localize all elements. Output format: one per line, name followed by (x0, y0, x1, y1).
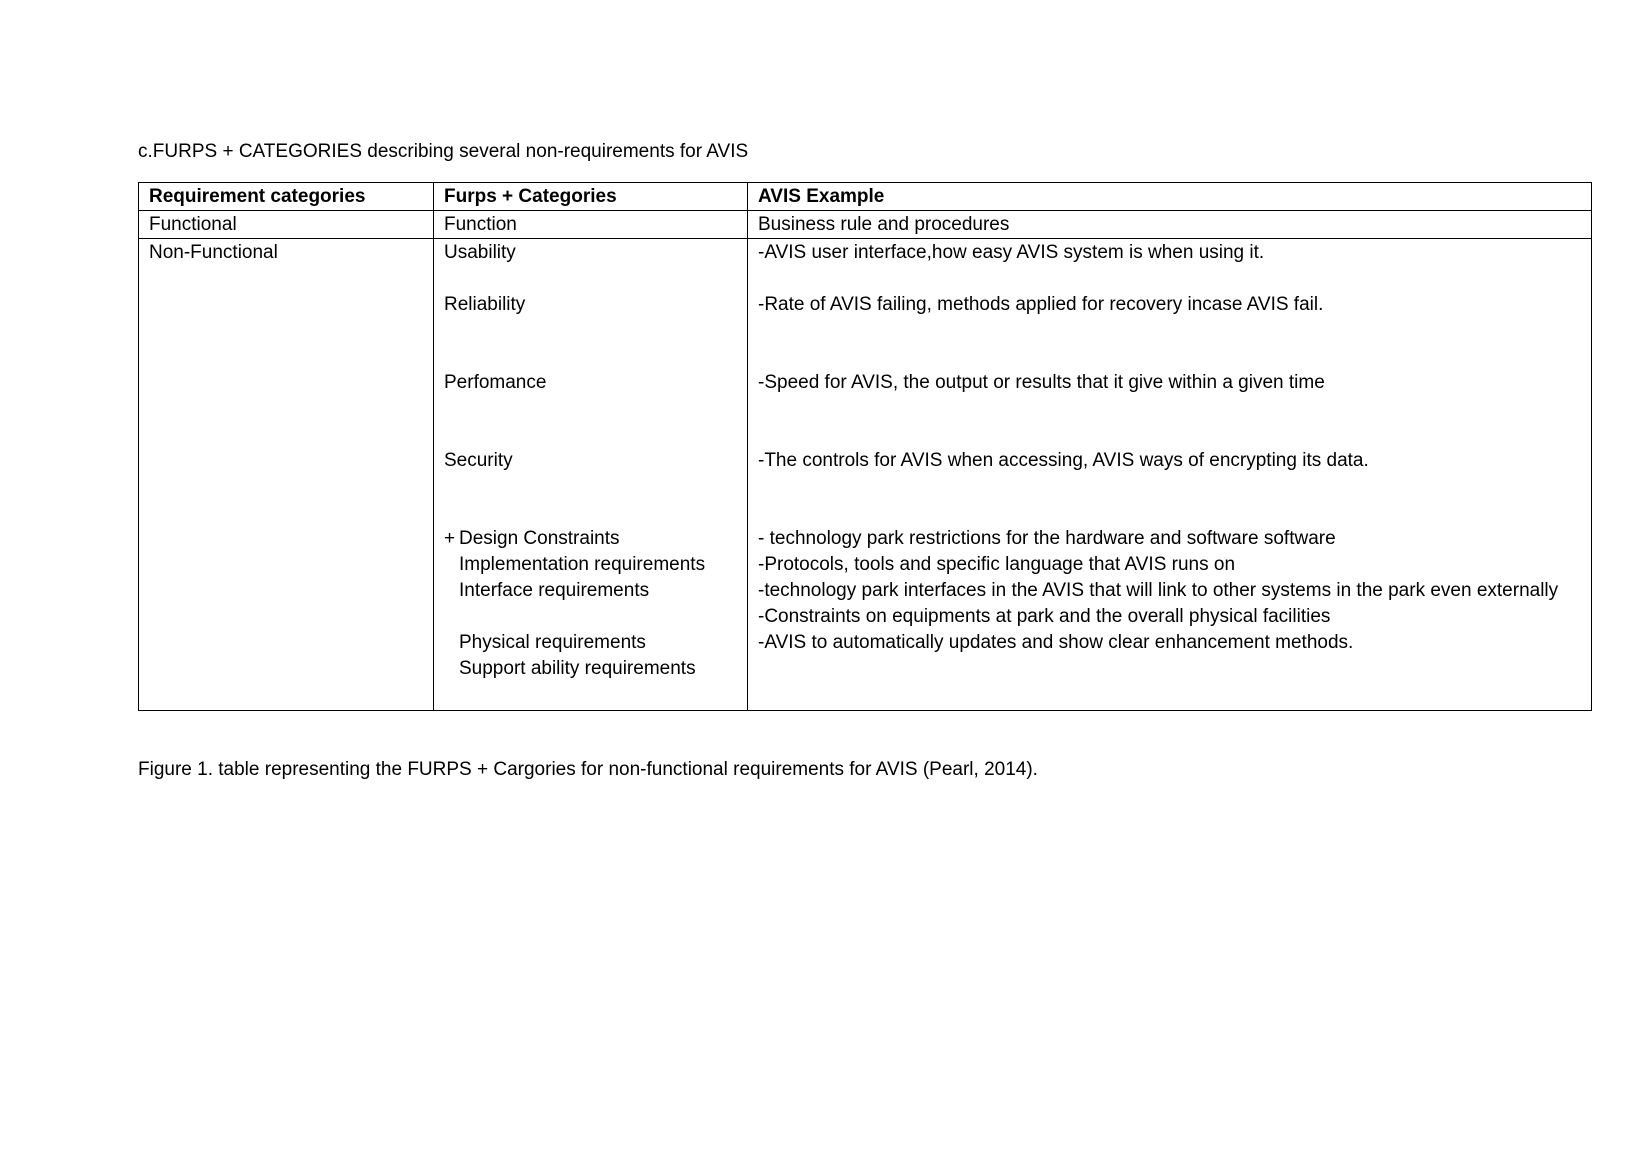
furps-reliability: Reliability (444, 294, 526, 315)
furps-security: Security (444, 450, 513, 471)
furps-design-constraints-label: Design Constraints (459, 528, 620, 549)
figure-caption: Figure 1. table representing the FURPS + Cargories for non-functional requirements for AVIS (Pearl, 2014). (138, 759, 1038, 780)
cell-category-nonfunctional: Non-Functional (139, 239, 434, 711)
table-header-row (139, 183, 1592, 211)
header-avis-example: AVIS Example (748, 183, 1592, 211)
furps-usability: Usability (444, 242, 516, 263)
header-furps-categories: Furps + Categories (434, 183, 748, 211)
furps-table (138, 182, 1592, 711)
table-row-nonfunctional (139, 239, 1592, 711)
plus-prefix: + (444, 528, 456, 549)
cell-example-list (748, 239, 1592, 711)
furps-support: Support ability requirements (459, 658, 696, 679)
section-heading: c.FURPS + CATEGORIES describing several non-requirements for AVIS (138, 141, 749, 162)
cell-furps-function: Function (434, 211, 748, 239)
cell-example-function: Business rule and procedures (748, 211, 1592, 239)
example-usability: -AVIS user interface,how easy AVIS system is when using it. (758, 242, 1265, 263)
cell-category-functional: Functional (139, 211, 434, 239)
furps-interface: Interface requirements (459, 580, 650, 601)
example-implementation: -Protocols, tools and specific language that AVIS runs on (758, 554, 1236, 575)
example-support: -AVIS to automatically updates and show clear enhancement methods. (758, 632, 1354, 653)
table-row-functional (139, 211, 1592, 239)
example-physical: -Constraints on equipments at park and the overall physical facilities (758, 606, 1331, 627)
furps-physical: Physical requirements (459, 632, 646, 653)
furps-performance: Perfomance (444, 372, 547, 393)
example-reliability: -Rate of AVIS failing, methods applied for recovery incase AVIS fail. (758, 294, 1324, 315)
furps-implementation: Implementation requirements (459, 554, 706, 575)
cell-furps-list (434, 239, 748, 711)
example-performance: -Speed for AVIS, the output or results that it give within a given time (758, 372, 1325, 393)
example-interface: -technology park interfaces in the AVIS that will link to other systems in the park even externally (758, 580, 1559, 601)
header-requirement-categories: Requirement categories (139, 183, 434, 211)
example-design-constraints: - technology park restrictions for the hardware and software software (758, 528, 1336, 549)
example-security: -The controls for AVIS when accessing, AVIS ways of encrypting its data. (758, 450, 1369, 471)
furps-design-constraints (444, 526, 737, 552)
